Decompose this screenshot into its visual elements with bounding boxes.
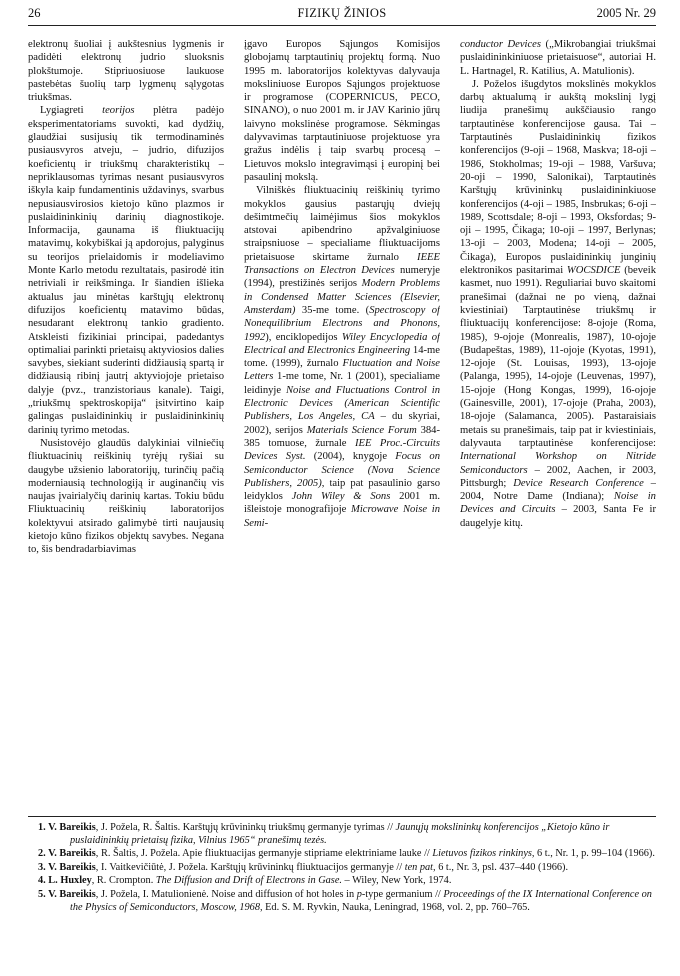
paragraph: J. Poželos išugdytos mokslinės mokyklos darbų aktualumą ir aukštą mokslinį lygį liudija pranešimų aukščiausio rango tarptautinėse konferencijose gausa. Tai –Tarptautinės Puslaidininkių fizikos konferencijos (9-oji – 1968, Maskva; 18-oji – 1986, Stokholmas; 19-oji – 1988, Varšuva; 20-oji – 1990, Salonikai), Tarptautinės Karštųjų krūvininkų puslaidininkiuose konferencijos (4-oji – 1985, Insbrukas; 6-oji – 1989, Scottsdale; 8-oji – 1993, Oksfordas; 9-oji – 1995, Čikaga; 10-oji – 1997, Berlynas; 13-oji – 2003, Modena; 14-oji – 2005, Čikaga), Europos puslaidininkių junginių elektronikos pasitarimai WOCSDICE (beveik kasmet, nuo 1991). Reguliariai buvo skaitomi pranešimai (dažnai ne po vieną, dažnai kviestiniai) Tarptautinėse triukšmų ir fliuktuacijų konferencijose: 8-ojoje (Roma, 1985), 9-ojoje (Monrealis, 1987), 10-ojoje (Budapeštas, 1989), 11-ojoje (Kyotas, 1991), 12-ojoje (St. Louisas, 1993), 13-ojoje (Palanga, 1995), 14-ojoje (Leuvenas, 1997), 15-ojoje (Hong Kongas, 1999), 16-ojoje (Gainesville, 2001), 17-ojoje (Praha, 2003), 18-ojoje (Salamanca, 2005). Pastaraisiais metais su pranešimais, taip pat ir kviestiniais, dalyvauta tarptautinėse konferencijose: International Workshop on Nitride Semiconductors – 2002, Aachen, ir 2003, Pittsburgh; Device Research Conference – 2004, Notre Dame (Indiana); Noise in Devices and Circuits – 2003, Santa Fe ir daugelyje kitų. [460, 78, 656, 529]
article-body [28, 38, 656, 806]
text-column-3 [460, 38, 656, 806]
text-column-1 [28, 38, 224, 806]
reference-item: 2. V. Bareikis, R. Šaltis, J. Požela. Apie fliuktuacijas germanyje stipriame elektriniame lauke // Lietuvos fizikos rinkinys, 6 t., Nr. 1, p. 99–104 (1966). [38, 848, 655, 860]
paragraph: elektronų šuoliai į aukštesnius lygmenis ir padidėti elektronų judrio sluoksnis plokštumoje. Stipriuosiuose laukuose pastebėtas šuolių tarp lygmenų sąlygotas triukšmas. [28, 39, 224, 104]
page-header [28, 6, 656, 24]
paragraph: conductor Devices („Mikrobangiai triukšmai puslaidininkiniuose prietaisuose“, autoriai H. L. Hartnagel, R. Katilius, A. Matulionis). [460, 39, 656, 77]
reference-item: 5. V. Bareikis, J. Požela, I. Matulionienė. Noise and diffusion of hot holes in p-type germanium // Proceedings of the IX International Conference on the Physics of Semiconductors, Moscow, 1968, Ed. S. M. Ryvkin, Nauka, Leningrad, 1968, vol. 2, pp. 760–765. [38, 888, 652, 913]
references-rule [28, 816, 656, 817]
paragraph: įgavo Europos Sąjungos Komisijos globojamų tarptautinių projektų formą. Nuo 1995 m. laboratorijos kolektyvas dalyvauja moksliniuose Europos Sąjungos projektuose ir programose (COPERNICUS, PECO, SINANO), o nuo 2001 m. ir JAV Karinio jūrų laivyno mokslinėse programose. Sėkmingas dalyvavimas tarptautiniuose projektuose yra gražus indėlis į taip svarbų procesą – Lietuvos mokslo integravimąsi į europinį bei pasaulinį mokslą. [244, 39, 440, 183]
journal-title: FIZIKŲ ŽINIOS [297, 6, 387, 20]
references-list [28, 822, 656, 915]
text-column-2 [244, 38, 440, 806]
issue-label: 2005 Nr. 29 [596, 6, 656, 20]
page-number: 26 [28, 6, 41, 20]
paragraph: Nusistovėjo glaudūs dalykiniai vilniečių fliuktuacinių reiškinių tyrėjų ryšiai su daugybe užsienio laboratorijų, turinčių pačią moderniausią technologiją ir auginančių vis naujas įvairialyčių darinių kartas. Tokiu būdu Fliuktuacinių reiškinių laboratorijos kolektyvui atsirado galimybė tirti naujausių kietojo kūno fizikos objektų savybes. Negana to, šis bendradarbiavimas [28, 437, 224, 556]
reference-item: 1. V. Bareikis, J. Požela, R. Šaltis. Karštųjų krūvininkų triukšmų germanyje tyrimas // Jaunųjų mokslininkų konferencijos „Kietojo kūno ir puslaidininkių prietaisų fizika, Vilnius 1965“ pranešimų tezės. [38, 822, 610, 846]
paragraph: Lygiagreti teorijos plėtra padėjo eksperimentatoriams suvokti, kad dydžių, glaudžiai susijusių tik termodinaminės pusiausvyros atveju, – judrio, difuzijos koeficientų ir triukšmų charakteristikų – nepriklausomas tyrimas nesant pusiausvyros iškyla kaip fundamentinis uždavinys, svarbus nepusiausvirosios kietojo kūno plazmos ir puslaidininkinių darinių diagnostikoje. Informacija, gaunama iš fliuktuacijų matavimų, kokybiškai ją apdorojus, palyginus su teorijos prielaidomis ir modeliavimo Monte Karlo metodu rezultatais, pasirodė itin netriviali ir reikšminga. Ir šiandien išlieka aktualus jau minėtas karštųjų elektronų difuzijos koeficientų matavimo būdas, nesudarant elektronų tankio gradiento. Atskleisti fizikiniai principai, padedantys optimaliai parinkti prietaisų aktyviosios dalies savybes, siekiant suderinti didžiausią spartą ir didžiausią ribinį jautrį aktyviojoje prietaiso dalyje (pvz., tranzistoriaus kanale). Taigi, „triukšmų spektroskopija“ įsitvirtino kaip galingas puslaidininkių ir puslaidininkinių darinių tyrimo metodas. [28, 105, 224, 436]
header-rule [28, 25, 656, 26]
reference-item: 4. L. Huxley, R. Crompton. The Diffusion and Drift of Electrons in Gase. – Wiley, New York, 1974. [38, 875, 452, 887]
paragraph: Vilniškės fliuktuacinių reiškinių tyrimo mokyklos gausius pastarųjų dviejų dešimtmečių laimėjimus šios mokyklos atstovai apibendrino apžvalginiuose straipsniuose – specialiame fliuktuacijoms prietaisuose skirtame žurnalo IEEE Transactions on Electron Devices numeryje (1994), prestižinės serijos Modern Problems in Condensed Matter Sciences (Elsevier, Amsterdam) 35-me tome. (Spectroscopy of Nonequilibrium Electrons and Phonons, 1992), enciklopedijos Wiley Encyclopedia of Electrical and Electronics Engineering 14-me tome. (1999), žurnalo Fluctuation and Noise Letters 1-me tome, Nr. 1 (2001), specialiame leidinyje Noise and Fluctuations Control in Electronic Devices (American Scientific Publishers, Los Angeles, CA – du skyriai, 2002), serijos Materials Science Forum 384-385 tomuose, žurnale IEE Proc.-Circuits Devices Syst. (2004), knygoje Focus on Semiconductor Science (Nova Science Publishers, 2005), taip pat pasaulinio garso leidyklos John Wiley & Sons 2001 m. išleistoje monografijoje Microwave Noise in Semi- [244, 185, 440, 529]
reference-item: 3. V. Bareikis, I. Vaitkevičiūtė, J. Požela. Karštųjų krūvininkų fliuktuacijos germanyje // ten pat, 6 t., Nr. 3, psl. 437–440 (1966). [38, 861, 569, 873]
